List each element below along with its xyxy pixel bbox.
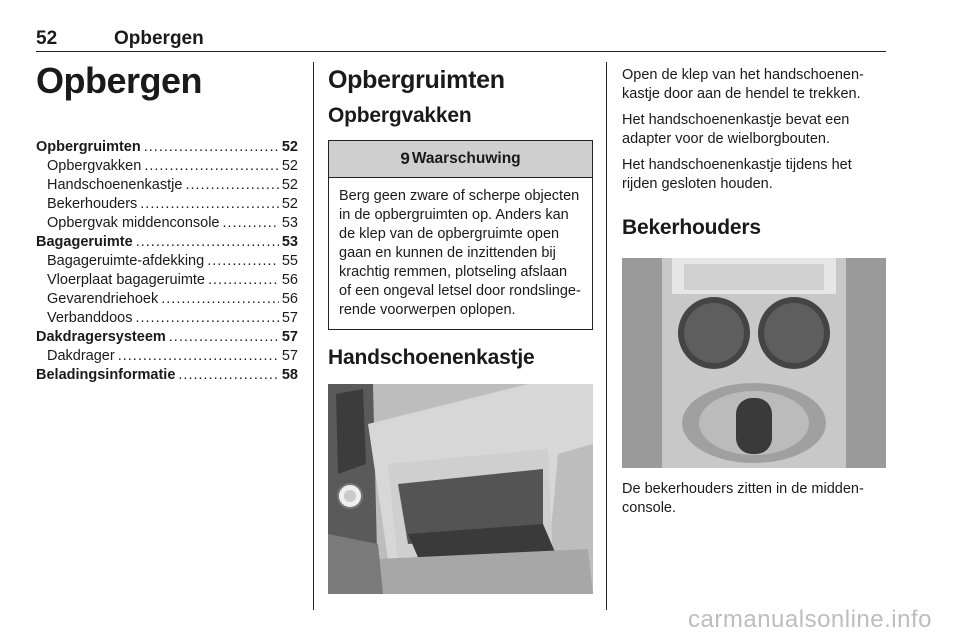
toc-entry-title: Dakdragersysteem [36,329,166,345]
toc-entry-page: 56 [281,291,298,307]
toc-entry-title: Vloerplaat bagageruimte [47,272,205,288]
subsection-title: Opbergvakken [328,104,472,127]
subsection-title: Bekerhouders [622,216,761,239]
toc-entry-page: 57 [281,329,298,345]
toc-entry-title: Bagageruimte-afdekking [47,253,205,269]
toc-entry [36,328,298,347]
toc-entry [36,214,298,233]
paragraph: Open de klep van het handschoenen-kastje door aan de hendel te trekken. [622,67,864,102]
chapter-title: Opbergen [36,60,203,101]
toc-entry [36,233,298,252]
toc-entry-title: Opbergruimten [36,139,141,155]
paragraph: De bekerhouders zitten in de midden-console. [622,481,864,516]
toc-leader-dots [208,271,279,290]
paragraph: Het handschoenenkastje bevat een adapter voor de wielborgbouten. [622,112,850,147]
subsection-title: Handschoenenkastje [328,346,535,369]
warning-header [329,141,592,178]
toc-leader-dots [185,176,278,195]
toc-entry [36,157,298,176]
toc-entry-page: 57 [281,348,298,364]
table-of-contents [36,138,298,385]
toc-leader-dots [144,157,279,176]
toc-leader-dots [136,233,279,252]
toc-entry-title: Beladingsinformatie [36,367,176,383]
toc-entry-title: Bekerhouders [47,196,138,212]
toc-entry-page: 52 [281,177,298,193]
warning-icon: 9 [400,149,410,168]
toc-entry-page: 52 [281,196,298,212]
toc-entry-page: 57 [281,310,298,326]
page-number: 52 [36,28,58,49]
section-title: Opbergruimten [328,66,505,94]
right-column [622,66,888,518]
watermark: carmanualsonline.info [688,606,932,633]
toc-leader-dots [207,252,279,271]
warning-title: Waarschuwing [411,150,521,167]
page-header [36,28,886,52]
toc-entry [36,290,298,309]
toc-entry-page: 53 [281,215,298,231]
toc-leader-dots [161,290,279,309]
toc-entry-title: Gevarendriehoek [47,291,159,307]
toc-leader-dots [223,214,279,233]
toc-entry [36,195,298,214]
toc-entry-page: 52 [281,158,298,174]
toc-entry-title: Bagageruimte [36,234,133,250]
warning-text: Berg geen zware of scherpe objecten in de opbergruimten op. Anders kan de klep van de opbergruimte open gaan en kunnen de inzittenden bij krachtig remmen, plotseling afslaan of een ongeval letsel door rondslinge-rende voorwerpen oplopen. [339,188,581,318]
paragraph: Het handschoenenkastje tijdens het rijden gesloten houden. [622,157,852,192]
glovebox-photo [328,384,593,594]
toc-entry-title: Verbanddoos [47,310,133,326]
toc-entry [36,271,298,290]
toc-entry-page: 53 [281,234,298,250]
toc-entry-title: Handschoenenkastje [47,177,183,193]
running-title: Opbergen [114,28,204,49]
toc-leader-dots [144,138,279,157]
toc-entry [36,366,298,385]
toc-entry-title: Dakdrager [47,348,115,364]
toc-leader-dots [169,328,279,347]
toc-entry-page: 52 [281,139,298,155]
toc-leader-dots [140,195,279,214]
middle-column [328,64,593,594]
toc-entry [36,347,298,366]
column-divider [606,62,607,610]
cupholder-photo [622,258,886,468]
toc-entry [36,309,298,328]
toc-leader-dots [118,347,279,366]
toc-entry-page: 58 [281,367,298,383]
toc-entry-title: Opbergvakken [47,158,142,174]
toc-column [36,60,298,385]
toc-leader-dots [135,309,278,328]
toc-entry-title: Opbergvak middenconsole [47,215,220,231]
toc-entry [36,176,298,195]
toc-entry-page: 56 [281,272,298,288]
warning-box [328,140,593,330]
toc-entry-page: 55 [281,253,298,269]
column-divider [313,62,314,610]
toc-entry [36,252,298,271]
toc-leader-dots [178,366,278,385]
toc-entry [36,138,298,157]
